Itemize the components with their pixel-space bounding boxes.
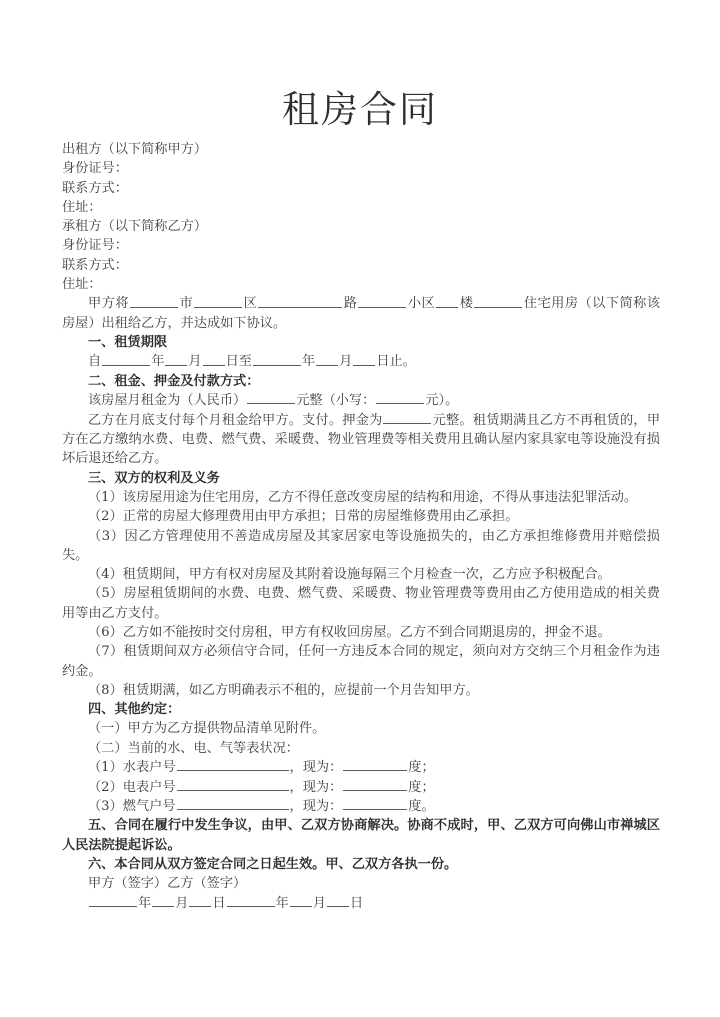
- party-a-day-blank[interactable]: [189, 894, 211, 907]
- end-day-blank[interactable]: [353, 352, 375, 365]
- preamble-text-d: 路: [343, 296, 358, 312]
- road-blank[interactable]: [258, 294, 342, 307]
- section-4-heading: 四、其他约定：: [88, 702, 181, 718]
- building-blank[interactable]: [436, 294, 458, 307]
- term-text-d: 日至: [225, 354, 252, 370]
- electric-meter-reading-blank[interactable]: [343, 778, 407, 791]
- water-meter-line: [62, 758, 660, 777]
- signature-date-line: [62, 894, 660, 913]
- preamble-text-c: 区: [243, 296, 258, 312]
- section-2-heading: 二、租金、押金及付款方式：: [88, 373, 260, 389]
- clause-item: （8）租赁期满，如乙方明确表示不租的，应提前一个月告知甲方。: [88, 682, 479, 698]
- signature-line: 甲方（签字）乙方（签字）: [88, 876, 247, 892]
- clause-item: （5）房屋租赁期间的水费、电费、燃气费、采暖费、物业管理费等费用由乙方使用造成的相关费用等由乙方支付。: [62, 586, 660, 621]
- district-blank[interactable]: [194, 294, 242, 307]
- party-b-year-label: 年: [275, 895, 289, 911]
- section-4-item-two: （二）当前的水、电、气等表状况：: [88, 740, 299, 756]
- lease-term-line: [62, 352, 660, 371]
- lessor-header: 出租方（以下简称甲方）: [62, 142, 208, 157]
- party-b-day-blank[interactable]: [327, 894, 349, 907]
- section-6-heading: 六、本合同从双方签定合同之日起生效。甲、乙双方各执一份。: [88, 856, 458, 872]
- clause-item: （1）该房屋用途为住宅用房，乙方不得任意改变房屋的结构和用途，不得从事违法犯罪活动。: [88, 489, 638, 505]
- section-5-heading: 五、合同在履行中发生争议，由甲、乙双方协商解决。协商不成时，甲、乙双方可向佛山市禅城区人民法院提起诉讼。: [62, 818, 660, 853]
- party-a-month-blank[interactable]: [152, 894, 174, 907]
- party-a-day-label: 日: [212, 895, 226, 911]
- water-meter-reading-blank[interactable]: [343, 758, 407, 771]
- deposit-amount-blank[interactable]: [383, 411, 431, 424]
- rent-words-blank[interactable]: [247, 391, 295, 404]
- preamble-text-a: 甲方将: [88, 296, 129, 312]
- party-b-month-blank[interactable]: [290, 894, 312, 907]
- document-body: [62, 140, 660, 913]
- water-meter-unit: 度；: [408, 760, 435, 776]
- community-blank[interactable]: [358, 294, 406, 307]
- gas-meter-number-blank[interactable]: [177, 797, 289, 810]
- term-text-e: 年: [301, 354, 316, 370]
- party-a-month-label: 月: [175, 895, 189, 911]
- clause-item: （4）租赁期间，甲方有权对房屋及其附着设施每隔三个月检查一次，乙方应予积极配合。: [88, 567, 611, 583]
- electric-meter-now-label: ，现为：: [289, 779, 343, 795]
- rent-figures-blank[interactable]: [376, 391, 424, 404]
- electric-meter-label: （2）电表户号: [88, 779, 176, 795]
- gas-meter-unit: 度。: [408, 799, 435, 815]
- start-day-blank[interactable]: [203, 352, 225, 365]
- rent-text-c: 元）。: [425, 393, 459, 409]
- clause-item: （7）租赁期间双方必须信守合同，任何一方违反本合同的规定，须向对方交纳三个月租金作为违约金。: [62, 644, 660, 679]
- electric-meter-number-blank[interactable]: [177, 778, 289, 791]
- unit-blank[interactable]: [474, 294, 522, 307]
- term-text-g: 日止。: [376, 354, 416, 370]
- preamble-paragraph: [62, 294, 660, 333]
- section-1-heading: 一、租赁期限: [88, 335, 168, 351]
- page-title: 租房合同: [282, 88, 438, 131]
- lessor-address-label: 住址：: [62, 199, 102, 215]
- rent-text-a: 该房屋月租金为（人民币）: [88, 393, 247, 409]
- lessee-header: 承租方（以下简称乙方）: [62, 219, 208, 235]
- gas-meter-line: [62, 797, 660, 816]
- lessor-phone-label: 联系方式：: [62, 180, 128, 196]
- end-month-blank[interactable]: [316, 352, 338, 365]
- term-text-f: 月: [339, 354, 353, 370]
- rent-text-b: 元整（小写：: [296, 393, 376, 409]
- clause-item: （2）正常的房屋大修理费用由甲方承担；日常的房屋维修费用由乙承担。: [88, 509, 519, 525]
- term-text-b: 年: [151, 354, 165, 370]
- preamble-text-e: 小区: [407, 296, 436, 312]
- electric-meter-unit: 度；: [408, 779, 435, 795]
- preamble-text-b: 市: [179, 296, 194, 312]
- party-b-year-blank[interactable]: [227, 894, 275, 907]
- water-meter-label: （1）水表户号: [88, 760, 176, 776]
- end-year-blank[interactable]: [253, 352, 301, 365]
- preamble-text-f: 楼: [459, 296, 474, 312]
- term-text-c: 月: [188, 354, 202, 370]
- lessee-id-label: 身份证号：: [62, 238, 128, 254]
- start-month-blank[interactable]: [165, 352, 187, 365]
- lessee-phone-label: 联系方式：: [62, 257, 128, 273]
- party-b-day-label: 日: [349, 895, 364, 911]
- party-a-year-blank[interactable]: [89, 894, 137, 907]
- deposit-text-b: 元整。租赁期满且乙方不再租赁的，甲方在乙方缴纳水费、电费、燃气费、采暖费、物业管理费等相关费用且确认屋内家具家电等设施没有损坏后退还给乙方。: [62, 412, 661, 467]
- term-text-a: 自: [88, 354, 102, 370]
- water-meter-now-label: ，现为：: [289, 760, 343, 776]
- lessor-id-label: 身份证号：: [62, 161, 128, 177]
- deposit-text-a: 乙方在月底支付每个月租金给甲方。支付。押金为: [88, 412, 383, 428]
- deposit-paragraph: [62, 411, 660, 469]
- electric-meter-line: [62, 778, 660, 797]
- section-3-heading: 三、双方的权利及义务: [88, 470, 220, 486]
- preamble-text-g: 住宅用房（以下简称该房屋）出租给乙方，并达成如下协议。: [62, 296, 661, 331]
- city-blank[interactable]: [130, 294, 178, 307]
- start-year-blank[interactable]: [102, 352, 150, 365]
- party-b-month-label: 月: [312, 895, 326, 911]
- rent-amount-line: [62, 391, 660, 410]
- section-4-item-one: （一）甲方为乙方提供物品清单见附件。: [88, 721, 326, 737]
- water-meter-number-blank[interactable]: [177, 758, 289, 771]
- gas-meter-now-label: ，现为：: [289, 799, 343, 815]
- lessee-address-label: 住址：: [62, 277, 102, 293]
- clause-item: （6）乙方如不能按时交付房租，甲方有权收回房屋。乙方不到合同期退房的，押金不退。: [88, 624, 611, 640]
- clause-item: （3）因乙方管理使用不善造成房屋及其家居家电等设施损失的，由乙方承担维修费用并赔偿损失。: [62, 528, 660, 563]
- gas-meter-reading-blank[interactable]: [343, 797, 407, 810]
- party-a-year-label: 年: [138, 895, 152, 911]
- gas-meter-label: （3）燃气户号: [88, 799, 176, 815]
